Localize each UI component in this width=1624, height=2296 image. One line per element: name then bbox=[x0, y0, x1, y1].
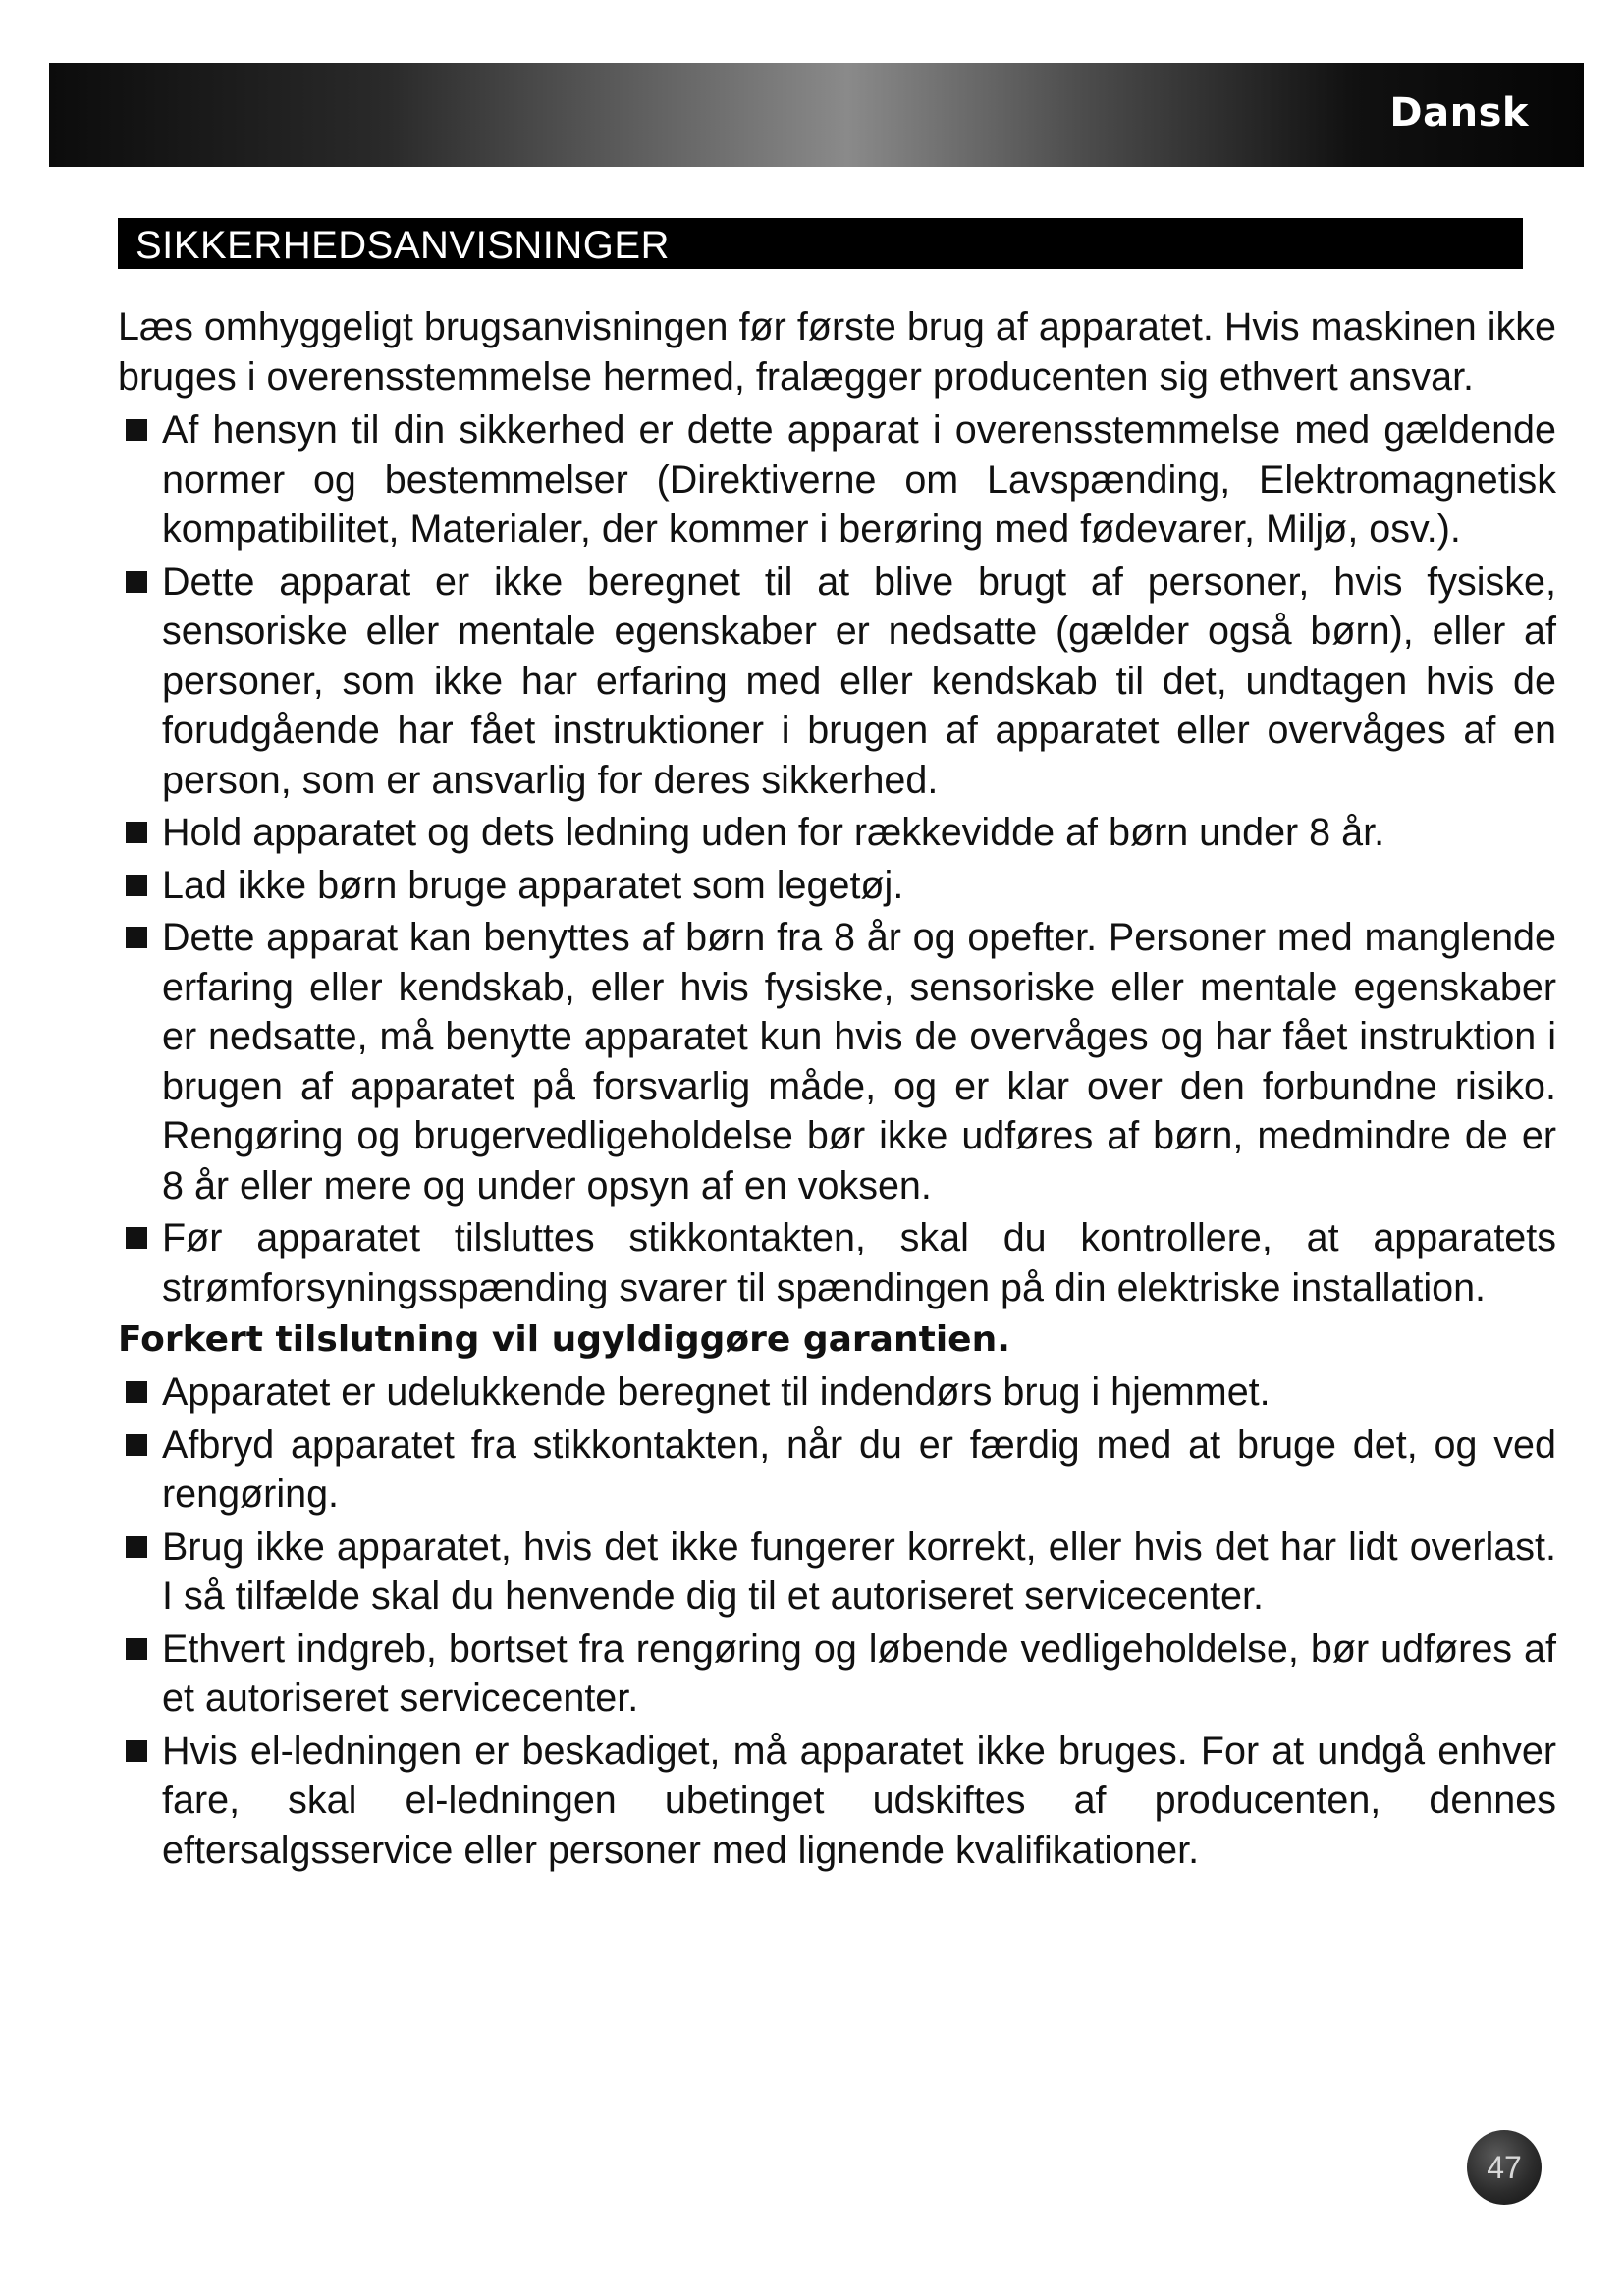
square-bullet-icon bbox=[126, 571, 147, 593]
list-item-text: Før apparatet tilsluttes stikkontakten, skal du kontrollere, at apparatets strømforsyningsspænding svarer til spændingen på din elektriske installation. bbox=[162, 1216, 1556, 1309]
warranty-warning: Forkert tilslutning vil ugyldiggøre garantien. bbox=[118, 1319, 1010, 1360]
list-item bbox=[118, 1367, 1556, 1417]
list-item bbox=[118, 1727, 1556, 1876]
square-bullet-icon bbox=[126, 1434, 147, 1456]
intro-paragraph: Læs omhyggeligt brugsanvisningen før første brug af apparatet. Hvis maskinen ikke bruges i overensstemmelse hermed, fralægger producenten sig ethvert ansvar. bbox=[118, 305, 1556, 399]
list-item-text: Afbryd apparatet fra stikkontakten, når du er færdig med at bruge det, og ved rengøring. bbox=[162, 1422, 1556, 1516]
language-label: Dansk bbox=[1389, 90, 1529, 135]
section-title: SIKKERHEDSANVISNINGER bbox=[135, 224, 670, 267]
section-heading-bar bbox=[118, 218, 1523, 269]
square-bullet-icon bbox=[126, 419, 147, 441]
square-bullet-icon bbox=[126, 1536, 147, 1558]
page-number-badge: 47 bbox=[1467, 2130, 1542, 2205]
list-item-text: Af hensyn til din sikkerhed er dette apparat i overensstemmelse med gældende normer og bestemmelser (Direktiverne om Lavspænding, Elektromagnetisk kompatibilitet, Materialer, der kommer i berøring med fødevarer, Miljø, osv.). bbox=[162, 408, 1556, 551]
list-item-text: Hvis el-ledningen er beskadiget, må apparatet ikke bruges. For at undgå enhver fare, skal el-ledningen ubetinget udskiftes af producenten, dennes eftersalgsservice eller personer med lignende kvalifikationer. bbox=[162, 1729, 1556, 1872]
header-band bbox=[49, 63, 1584, 167]
square-bullet-icon bbox=[126, 1227, 147, 1249]
list-item-text: Hold apparatet og dets ledning uden for rækkevidde af børn under 8 år. bbox=[162, 811, 1385, 854]
list-item bbox=[118, 1213, 1556, 1312]
square-bullet-icon bbox=[126, 927, 147, 948]
list-item bbox=[118, 1522, 1556, 1622]
list-item-text: Lad ikke børn bruge apparatet som legetøj. bbox=[162, 863, 904, 907]
square-bullet-icon bbox=[126, 875, 147, 896]
list-item-text: Brug ikke apparatet, hvis det ikke fungerer korrekt, eller hvis det har lidt overlast. I så tilfælde skal du henvende dig til et autoriseret servicecenter. bbox=[162, 1524, 1556, 1618]
list-item-text: Apparatet er udelukkende beregnet til indendørs brug i hjemmet. bbox=[162, 1370, 1271, 1414]
list-item bbox=[118, 558, 1556, 806]
square-bullet-icon bbox=[126, 822, 147, 843]
square-bullet-icon bbox=[126, 1638, 147, 1660]
square-bullet-icon bbox=[126, 1740, 147, 1762]
list-item bbox=[118, 1625, 1556, 1724]
safety-instructions-body bbox=[118, 302, 1556, 1878]
list-item-text: Dette apparat er ikke beregnet til at blive brugt af personer, hvis fysiske, sensoriske eller mentale egenskaber er nedsatte (gælder også børn), eller af personer, som ikke har erfaring med eller kendskab til det, undtagen hvis de forudgående har fået instruktioner i brugen af apparatet eller overvåges af en person, som er ansvarlig for deres sikkerhed. bbox=[162, 560, 1556, 802]
list-item bbox=[118, 861, 1556, 911]
list-item bbox=[118, 913, 1556, 1210]
list-item-text: Dette apparat kan benyttes af børn fra 8 år og opefter. Personer med manglende erfaring eller kendskab, eller hvis fysiske, sensoriske eller mentale egenskaber er nedsatte, må benytte apparatet kun hvis de overvåges og har fået instruktion i brugen af apparatet på forsvarlig måde, og er klar over den forbundne risiko. Rengøring og brugervedligeholdelse bør ikke udføres af børn, medmindre de er 8 år eller mere og under opsyn af en voksen. bbox=[162, 916, 1556, 1207]
list-item bbox=[118, 808, 1556, 858]
list-item-text: Ethvert indgreb, bortset fra rengøring og løbende vedligeholdelse, bør udføres af et autoriseret servicecenter. bbox=[162, 1627, 1556, 1720]
square-bullet-icon bbox=[126, 1381, 147, 1403]
list-item bbox=[118, 405, 1556, 555]
list-item bbox=[118, 1420, 1556, 1520]
